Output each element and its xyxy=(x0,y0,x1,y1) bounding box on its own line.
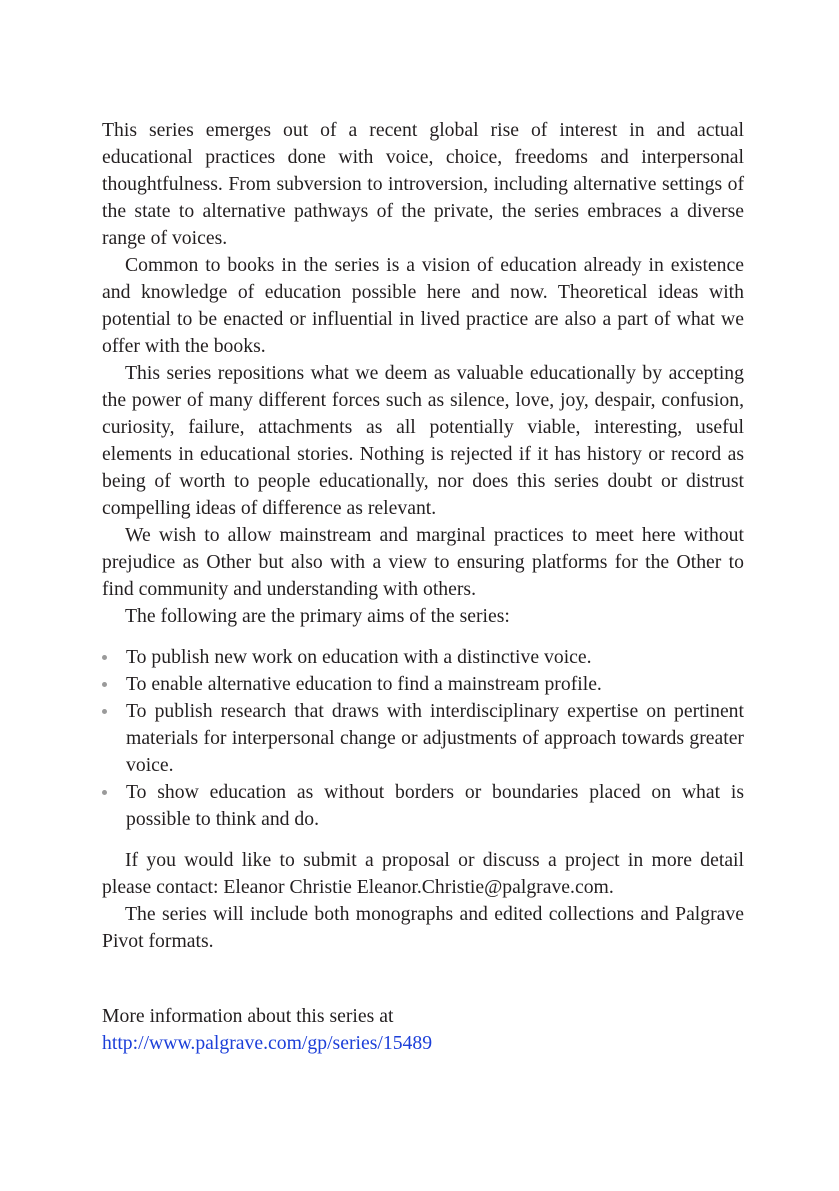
list-item xyxy=(102,779,744,833)
more-info-link-line xyxy=(102,1030,744,1057)
paragraph-intro: This series emerges out of a recent global rise of interest in and actual educational practices done with voice, choice, freedoms and interpersonal thoughtfulness. From subversion to introversion, including alternative settings of the state to alternative pathways of the private, the series embraces a diverse range of voices. xyxy=(102,119,744,249)
aim-text: To publish new work on education with a distinctive voice. xyxy=(126,646,592,668)
paragraph-aims-intro: The following are the primary aims of the series: xyxy=(125,605,510,627)
paragraph-common: Common to books in the series is a vision of education already in existence and knowledge of education possible here and now. Theoretical ideas with potential to be enacted or influential in lived practice are also a part of what we offer with the books. xyxy=(102,254,744,357)
aim-text: To show education as without borders or boundaries placed on what is possible to think and do. xyxy=(126,781,744,830)
bullet-icon xyxy=(102,709,107,714)
more-info-label: More information about this series at xyxy=(102,1005,394,1027)
paragraph-contact: If you would like to submit a proposal or discuss a project in more detail please contact: Eleanor Christie Eleanor.Christie@palgrave.com. xyxy=(102,849,744,898)
aims-list xyxy=(102,644,744,833)
paragraph-mainstream: We wish to allow mainstream and marginal practices to meet here without prejudice as Other but also with a view to ensuring platforms for the Other to find community and understanding with others. xyxy=(102,524,744,600)
aim-text: To publish research that draws with interdisciplinary expertise on pertinent materials for interpersonal change or adjustments of approach towards greater voice. xyxy=(126,700,744,776)
list-item xyxy=(102,671,744,698)
bullet-icon xyxy=(102,790,107,795)
list-item xyxy=(102,698,744,779)
bullet-icon xyxy=(102,655,107,660)
aim-text: To enable alternative education to find a mainstream profile. xyxy=(126,673,602,695)
series-description xyxy=(102,117,744,955)
bullet-icon xyxy=(102,682,107,687)
paragraph-formats: The series will include both monographs and edited collections and Palgrave Pivot formats. xyxy=(102,903,744,952)
list-item xyxy=(102,644,744,671)
series-link[interactable]: http://www.palgrave.com/gp/series/15489 xyxy=(102,1032,433,1054)
more-information xyxy=(102,1003,744,1057)
paragraph-repositions: This series repositions what we deem as valuable educationally by accepting the power of many different forces such as silence, love, joy, despair, confusion, curiosity, failure, attachments as all potentially viable, interesting, useful elements in educational stories. Nothing is rejected if it has history or record as being of worth to people educationally, nor does this series doubt or distrust compelling ideas of difference as relevant. xyxy=(102,362,744,519)
